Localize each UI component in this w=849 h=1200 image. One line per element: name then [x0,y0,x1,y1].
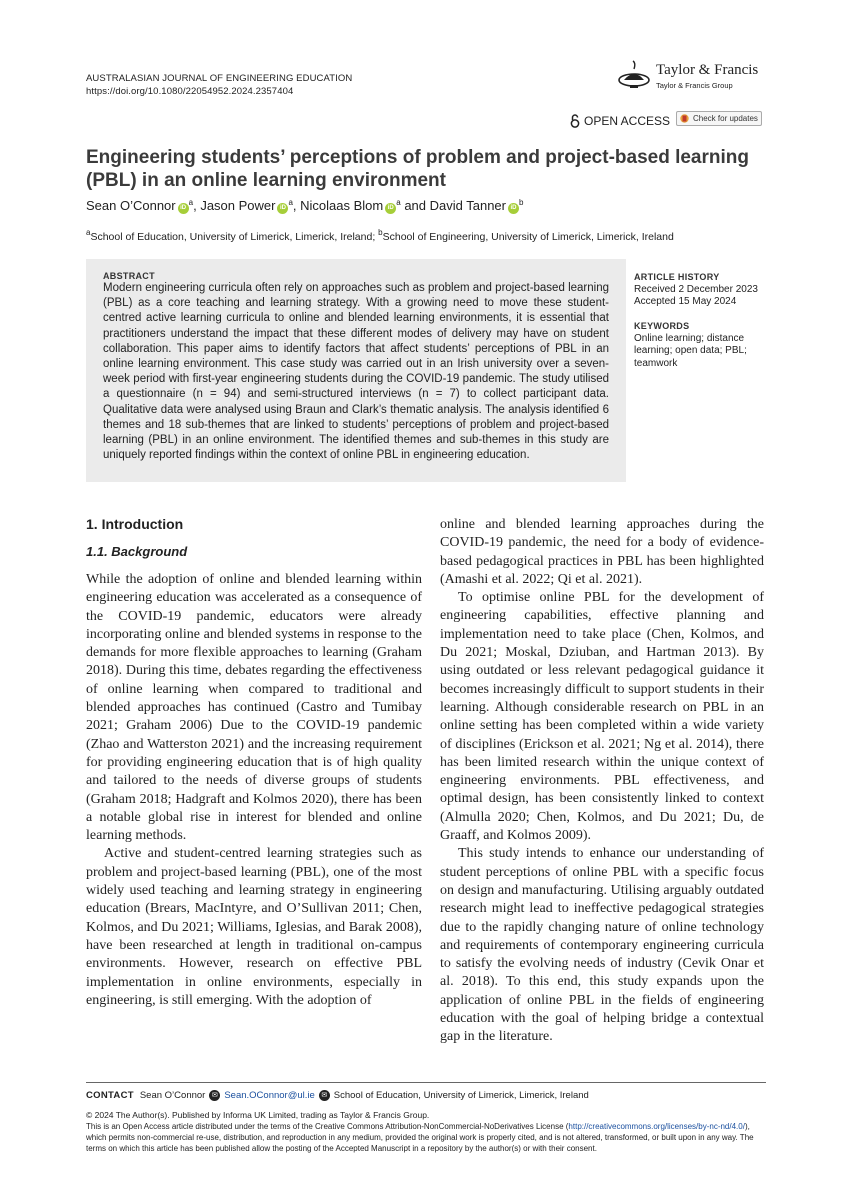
email-icon: ✉ [209,1090,220,1101]
body-column-right [440,516,764,1047]
keywords-block [634,320,766,370]
body-paragraph: While the adoption of online and blended learning within engineering education was accelerated as a consequence of the COVID-19 pandemic, educators were already incorporating online and blended systems in response to the demands for more flexible approaches to learning (Graham 2018). During this time, debates regarding the effectiveness of online learning when compared to traditional and blended approaches has continued (Castro and Tumibay 2021; Graham 2006) Due to the COVID-19 pandemic (Zhao and Watterston 2021) and the increasing requirement for providing engineering education that is of high quality and tailored to the needs of diverse groups of students (Graham 2018; Hadgraft and Kolmos 2020), there has been a notable global rise in interest for blended and online learning methods. [86,572,422,844]
body-column-left [86,571,422,1010]
author-affiliation-mark: a [188,198,194,207]
subsection-heading: 1.1. Background [86,544,188,559]
author-separator: , [292,198,301,213]
copyright-notice: © 2024 The Author(s). Published by Informa UK Limited, trading as Taylor & Francis Group. [86,1110,430,1120]
author-name[interactable]: Sean O’Connor [86,198,176,213]
address-icon: ✉ [319,1090,330,1101]
article-history-heading: ARTICLE HISTORY [634,272,720,282]
orcid-icon[interactable]: iD [385,203,396,214]
author-affiliation-mark: b [519,198,524,207]
publisher-name: Taylor & Francis [656,62,759,78]
journal-name: AUSTRALASIAN JOURNAL OF ENGINEERING EDUCATION [86,73,353,84]
contact-email-link[interactable]: Sean.OConnor@ul.ie [224,1090,315,1101]
abstract-heading: ABSTRACT [103,271,155,281]
open-access-label: OPEN ACCESS [584,114,671,128]
body-paragraph: online and blended learning approaches during the COVID-19 pandemic, the need for a body of evidence-based pedagogical practices in PBL has been highlighted (Amashi et al. 2022; Qi et al. 2021). [440,517,764,587]
author-affiliation-mark: a [288,198,293,207]
affiliation-b: School of Engineering, University of Limerick, Limerick, Ireland [382,231,674,243]
affiliation-mark: b [378,228,383,237]
doi-link[interactable]: https://doi.org/10.1080/22054952.2024.2357404 [86,86,294,97]
contact-line [86,1090,589,1101]
orcid-icon[interactable]: iD [277,203,288,214]
journal-header [86,72,352,98]
author-affiliation-mark: a [396,198,401,207]
contact-label: CONTACT [86,1090,134,1101]
body-paragraph: To optimise online PBL for the development of engineering capabilities, effective planning and implementation need to take place (Chen, Kolmos, and Du 2021; Moskal, Dziuban, and Hartman 2013). By using outdated or less relevant pedagogical guidance it becomes increasingly difficult to support students in their learning. Although considerable research on PBL in an online setting has been completed within a wide variety of disciplines (Erickson et al. 2021; Ng et al. 2014), there has been limited research within the unique context of engineering environments. PBL effectiveness, and optimal design, has been consistently linked to context (Almulla 2020; Chen, Kolmos, and Du 2021; Du, de Graaff, and Kolmos 2009). [440,590,764,844]
publisher-group: Taylor & Francis Group [656,81,733,90]
footer-divider [86,1082,766,1083]
accepted-date: Accepted 15 May 2024 [634,296,737,307]
open-lock-icon [570,114,580,128]
contact-name: Sean O’Connor [139,1090,206,1101]
author-list [86,198,523,214]
received-date: Received 2 December 2023 [634,283,758,295]
license-link[interactable]: http://creativecommons.org/licenses/by-nc-nd/4.0/ [568,1122,745,1131]
orcid-icon[interactable]: iD [178,203,189,214]
license-text: This is an Open Access article distributed under the terms of the Creative Commons Attribution-NonCommercial-NoDerivatives License ( [86,1122,569,1131]
check-updates-button[interactable] [676,111,762,126]
article-history [634,271,774,309]
body-paragraph: Active and student-centred learning strategies such as problem and project-based learning (PBL), one of the most widely used teaching and learning strategy in engineering education (Brears, MacIntyre, and O’Sullivan 2011; Chen, Kolmos, and Du 2021; Williams, Iglesias, and Barak 2008), have been researched at length in traditional on-campus environments. However, research on effective PBL implementation in online environments, especially in engineering, is still emerging. With the adoption of [86,846,422,1008]
author-name[interactable]: Nicolaas Blom [300,198,384,213]
contact-address: School of Education, University of Limerick, Limerick, Ireland [333,1090,589,1101]
affiliation-a: School of Education, University of Limerick, Limerick, Ireland; [90,231,379,243]
author-separator: , [193,198,201,213]
orcid-icon[interactable]: iD [508,203,519,214]
license-notice [86,1122,766,1154]
keywords-list: Online learning; distance learning; open data; PBL; teamwork [634,332,747,369]
publisher-logo [616,60,766,96]
keywords-heading: KEYWORDS [634,321,690,331]
lamp-icon [616,60,652,94]
affiliations [86,228,674,243]
author-name[interactable]: Jason Power [200,198,276,213]
affiliation-mark: a [86,228,91,237]
crossmark-icon [680,114,689,123]
section-heading: 1. Introduction [86,516,184,532]
author-separator: and [400,198,430,213]
abstract-text: Modern engineering curricula often rely on approaches such as problem and project-based learning (PBL) as a core teaching and learning strategy. With a growing need to move these student-centred active learning curricula to online and blended learning environments, it is essential that practitioners understand the impact that these different modes of delivery may have on student collaboration. This paper aims to identify factors that affect students’ perceptions of PBL in an online learning environment. This case study was carried out in an Irish university over a seven-week period with first-year engineering students during the COVID-19 pandemic. The study utilised a questionnaire (n = 94) and semi-structured interviews (n = 7) to collect participant data. Qualitative data were analysed using Braun and Clark’s thematic analysis. The analysis identified 6 themes and 18 sub-themes that are linked to students’ perceptions of problem and project-based learning (PBL) in an online environment. The identified themes and sub-themes in this study are uniquely reported findings within the context of online PBL in engineering education. [103,282,609,462]
author-name[interactable]: David Tanner [429,198,506,213]
check-updates-label: Check for updates [693,114,758,123]
article-title: Engineering students’ perceptions of problem and project-based learning (PBL) in an online learning environment [86,147,749,191]
open-access-badge [570,114,670,128]
license-text: ), which permits non-commercial re-use, distribution, and reproduction in any medium, provided the original work is properly cited, and is not altered, transformed, or built upon in any way. The terms on which this article has been published allow the posting of the Accepted Manuscript in a repository by the author(s) or with their consent. [86,1122,754,1153]
body-paragraph: This study intends to enhance our understanding of student perceptions of online PBL with a specific focus on design and manufacturing. Utilising arguably outdated research might lead to ineffective pedagogical strategies due to the rapidly changing nature of online technology and requirements of contemporary engineering curricula to satisfy the evolving needs of industry (Cevik Onar et al. 2018). To this end, this study expands upon the application of online PBL in the fields of engineering education with the goal of helping bridge a contextual gap in the literature. [440,846,764,1045]
